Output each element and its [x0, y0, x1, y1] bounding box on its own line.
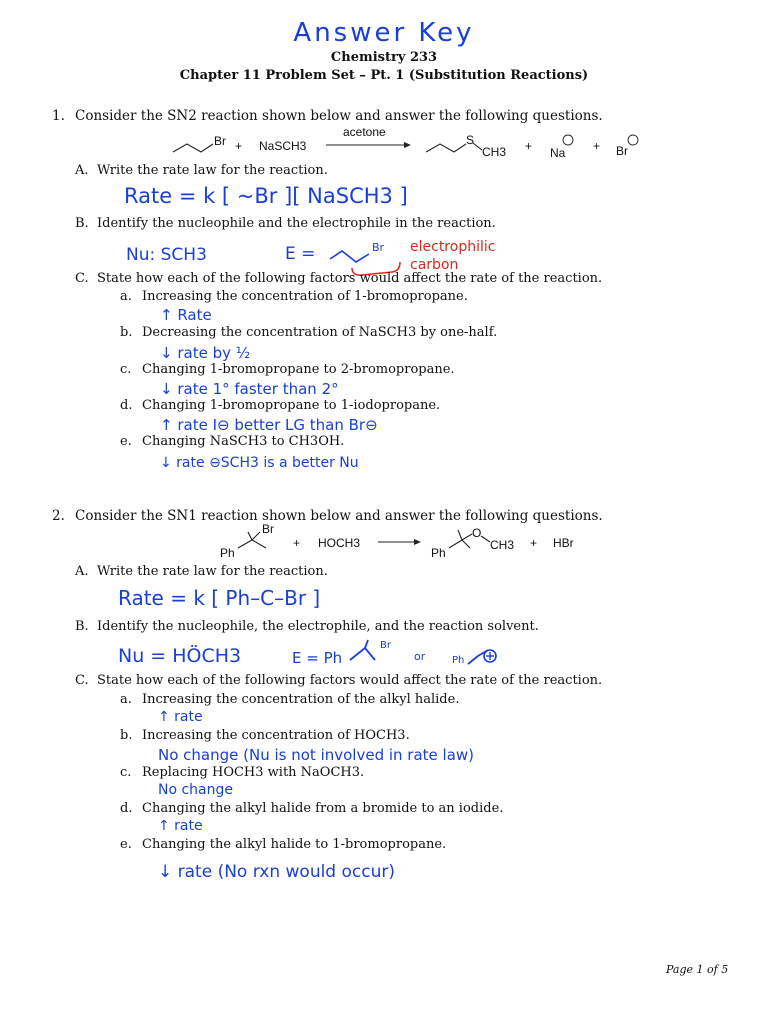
q1a-label: A.	[75, 163, 89, 178]
q2b-e-bond-2	[365, 648, 375, 660]
q1c-item-c-answer: ↓ rate 1° faster than 2°	[160, 380, 339, 398]
q1c-item-d-label: d.	[120, 398, 133, 413]
q2c-item-e-answer: ↓ rate (No rxn would occur)	[158, 862, 395, 882]
q2c-item-c-text: Replacing HOCH3 with NaOCH3.	[142, 765, 365, 780]
q2c-item-b-text: Increasing the concentration of HOCH3.	[142, 728, 410, 743]
q1a-answer: Rate = k [ ~Br ][ NaSCH3 ]	[124, 184, 408, 208]
chapter-title: Chapter 11 Problem Set – Pt. 1 (Substitution Reactions)	[179, 68, 589, 83]
q2b-answer-e-br: Br	[380, 640, 391, 651]
q2c-label: C.	[75, 673, 89, 688]
q2a-text: Write the rate law for the reaction.	[97, 564, 328, 579]
q2c-item-c-label: c.	[120, 765, 132, 780]
q2a-answer: Rate = k [ Ph–C–Br ]	[118, 586, 321, 610]
q1b-text: Identify the nucleophile and the electrophile in the reaction.	[97, 216, 496, 231]
q2b-or: or	[414, 650, 426, 663]
q1c-item-d-text: Changing 1-bromopropane to 1-iodopropane.	[142, 398, 441, 413]
q2c-item-e-label: e.	[120, 837, 132, 852]
q2c-item-c-answer: No change	[158, 782, 234, 798]
q2-plus-2: +	[530, 536, 538, 550]
q2-product-o: O	[472, 526, 482, 540]
q1c-item-c-text: Changing 1-bromopropane to 2-bromopropane.	[142, 362, 455, 377]
q2c-item-a-label: a.	[120, 692, 132, 707]
q1-br: Br	[616, 144, 628, 158]
q1c-text: State how each of the following factors would affect the rate of the reaction.	[97, 271, 603, 286]
q1-product-s: S	[466, 133, 475, 147]
q1b-answer-nu: Nu: SCH3	[126, 245, 207, 265]
q2c-item-d-label: d.	[120, 801, 133, 816]
q1-product-ch3: CH3	[482, 145, 507, 159]
q2-hbr: HBr	[553, 536, 574, 550]
page-number: Page 1 of 5	[666, 963, 729, 976]
q1c-item-e-label: e.	[120, 434, 132, 449]
q2b-answer-e: E = Ph	[292, 649, 343, 667]
q1c-item-b-answer: ↓ rate by ½	[160, 344, 251, 362]
q2b-text: Identify the nucleophile, the electrophile, and the reaction solvent.	[97, 619, 539, 634]
answer-key-title: Answer Key	[293, 18, 475, 48]
q2c-item-d-text: Changing the alkyl halide from a bromide to an iodide.	[142, 801, 504, 816]
q2c-text: State how each of the following factors would affect the rate of the reaction.	[97, 673, 603, 688]
q1c-item-a-text: Increasing the concentration of 1-bromopropane.	[142, 289, 468, 304]
q2-plus-1: +	[293, 536, 301, 550]
q1c-item-a-answer: ↑ Rate	[160, 306, 212, 324]
q1-nucleophile: NaSCH3	[259, 139, 307, 153]
q1-reactant-br: Br	[214, 134, 226, 148]
q1a-text: Write the rate law for the reaction.	[97, 163, 328, 178]
q1-plus-2: +	[525, 139, 533, 153]
q1c-label: C.	[75, 271, 89, 286]
q2b-ph-cation: Ph	[452, 655, 465, 666]
q2-reactant-br: Br	[262, 522, 274, 536]
q1c-item-e-text: Changing NaSCH3 to CH3OH.	[142, 434, 345, 449]
q2c-item-d-answer: ↑ rate	[158, 818, 203, 834]
q1b-answer-e: E =	[285, 244, 316, 264]
q2-reagent: HOCH3	[318, 536, 361, 550]
q2-reactant-ph: Ph	[220, 546, 235, 560]
q1c-item-b-label: b.	[120, 325, 133, 340]
q1b-label: B.	[75, 216, 89, 231]
q1c-item-e-answer: ↓ rate ⊖SCH3 is a better Nu	[160, 455, 359, 471]
q2-product-ph: Ph	[431, 546, 446, 560]
q2-prompt: Consider the SN1 reaction shown below and answer the following questions.	[75, 508, 603, 524]
q1b-answer-e-br: Br	[372, 241, 385, 254]
q2b-e-bond-3	[365, 640, 368, 648]
q2c-item-e-text: Changing the alkyl halide to 1-bromopropane.	[142, 837, 447, 852]
q2b-cation-bond-1	[468, 656, 478, 664]
q2c-item-a-text: Increasing the concentration of the alkyl halide.	[142, 692, 460, 707]
q2a-label: A.	[75, 564, 89, 579]
q2-number: 2.	[52, 508, 65, 524]
q2c-item-b-answer: No change (Nu is not involved in rate law)	[158, 746, 475, 764]
q1c-item-d-answer: ↑ rate I⊖ better LG than Br⊖	[160, 416, 378, 434]
q1c-item-a-label: a.	[120, 289, 132, 304]
course-title: Chemistry 233	[330, 50, 438, 65]
q1-prompt: Consider the SN2 reaction shown below and answer the following questions.	[75, 108, 603, 124]
q1-plus-1: +	[235, 139, 243, 153]
q1-conditions: acetone	[343, 125, 386, 139]
q1c-item-c-label: c.	[120, 362, 132, 377]
q1-na: Na	[550, 146, 566, 160]
q2b-answer-nu: Nu = HÖCH3	[118, 645, 242, 667]
q2c-item-b-label: b.	[120, 728, 133, 743]
q1b-electrophilic-note: electrophilic carbon	[410, 239, 496, 273]
q2c-item-a-answer: ↑ rate	[158, 709, 203, 725]
q1-plus-3: +	[593, 139, 601, 153]
q2b-e-bond-1	[350, 648, 365, 660]
q2-product-ch3: CH3	[490, 538, 515, 552]
q2b-label: B.	[75, 619, 89, 634]
q1-number: 1.	[52, 108, 65, 124]
q1c-item-b-text: Decreasing the concentration of NaSCH3 by one-half.	[142, 325, 498, 340]
